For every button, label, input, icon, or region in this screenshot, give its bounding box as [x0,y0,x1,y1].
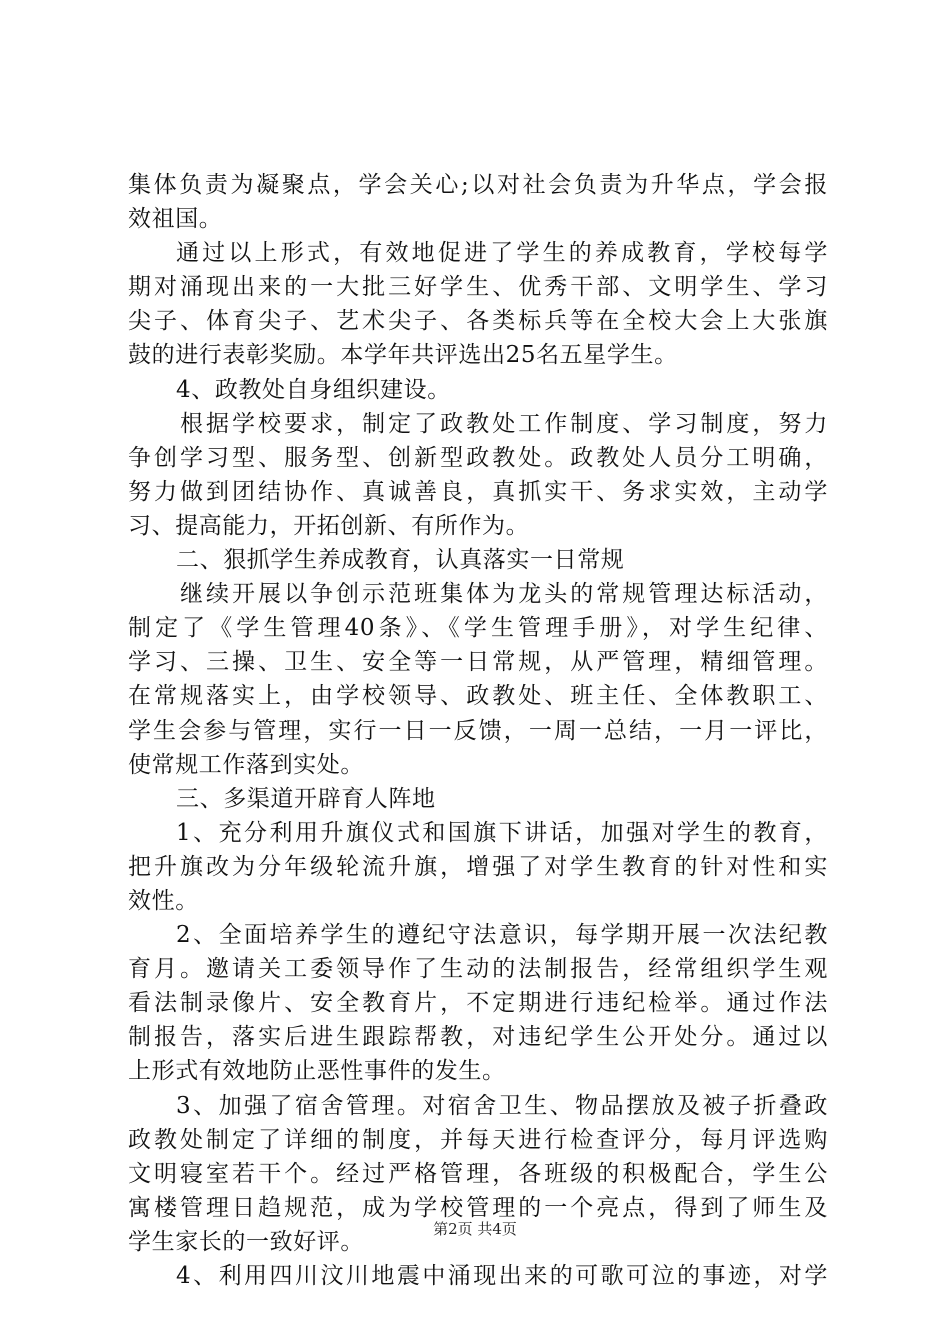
text-line: 育月。邀请关工委领导作了生动的法制报告，经常组织学生观 [128,956,828,983]
text-line: 制报告，落实后进生跟踪帮教，对违纪学生公开处分。通过以 [128,1024,828,1051]
text-line: 使常规工作落到实处。 [128,751,364,778]
text-line: 4、利用四川汶川地震中涌现出来的可歌可泣的事迹，对学 [176,1263,828,1289]
text-line: 寓楼管理日趋规范，成为学校管理的一个亮点，得到了师生及 [128,1194,828,1221]
text-line: 看法制录像片、安全教育片，不定期进行违纪检举。通过作法 [128,990,828,1017]
text-line: 鼓的进行表彰奖励。本学年共评选出25名五星学生。 [128,342,678,369]
text-line: 努力做到团结协作、真诚善良，真抓实干、务求实效，主动学 [128,478,828,505]
text-line: 期对涌现出来的一大批三好学生、优秀干部、文明学生、学习 [128,274,828,301]
section-heading: 三、多渠道开辟育人阵地 [176,785,436,812]
section-heading: 4、政教处自身组织建设。 [176,376,451,403]
text-line: 效祖国。 [128,206,223,233]
text-line: 继续开展以争创示范班集体为龙头的常规管理达标活动， [180,581,828,608]
text-line: 2、全面培养学生的遵纪守法意识，每学期开展一次法纪教 [176,922,828,949]
text-line: 文明寝室若干个。经过严格管理，各班级的积极配合，学生公 [128,1160,828,1187]
document-body [128,168,828,1293]
text-line: 尖子、体育尖子、艺术尖子、各类标兵等在全校大会上大张旗 [128,308,828,335]
text-line: 效性。 [128,887,199,914]
text-line: 学生家长的一致好评。 [128,1228,364,1255]
text-line: 3、加强了宿舍管理。对宿舍卫生、物品摆放及被子折叠政 [176,1092,828,1119]
text-line: 把升旗改为分年级轮流升旗，增强了对学生教育的针对性和实 [128,853,828,880]
page-number-footer: 第2页 共4页 [433,1220,517,1238]
text-line: 学生会参与管理，实行一日一反馈，一周一总结，一月一评比， [128,717,828,744]
text-line: 学习、三操、卫生、安全等一日常规，从严管理，精细管理。 [128,649,828,676]
text-line: 政教处制定了详细的制度，并每天进行检查评分，每月评选购 [128,1126,828,1153]
text-line: 制定了《学生管理40条》、《学生管理手册》，对学生纪律、 [128,615,828,642]
text-line: 上形式有效地防止恶性事件的发生。 [128,1058,506,1085]
text-line: 习、提高能力，开拓创新、有所作为。 [128,512,530,539]
text-line: 集体负责为凝聚点，学会关心;以对社会负责为升华点，学会报 [128,172,828,198]
text-line: 在常规落实上，由学校领导、政教处、班主任、全体教职工、 [128,683,828,710]
text-line: 争创学习型、服务型、创新型政教处。政教处人员分工明确， [128,444,828,471]
text-line: 根据学校要求，制定了政教处工作制度、学习制度，努力 [180,410,828,437]
text-line: 通过以上形式，有效地促进了学生的养成教育，学校每学 [176,240,828,267]
text-line: 1、充分利用升旗仪式和国旗下讲话，加强对学生的教育， [176,819,828,846]
section-heading: 二、狠抓学生养成教育，认真落实一日常规 [176,547,625,574]
